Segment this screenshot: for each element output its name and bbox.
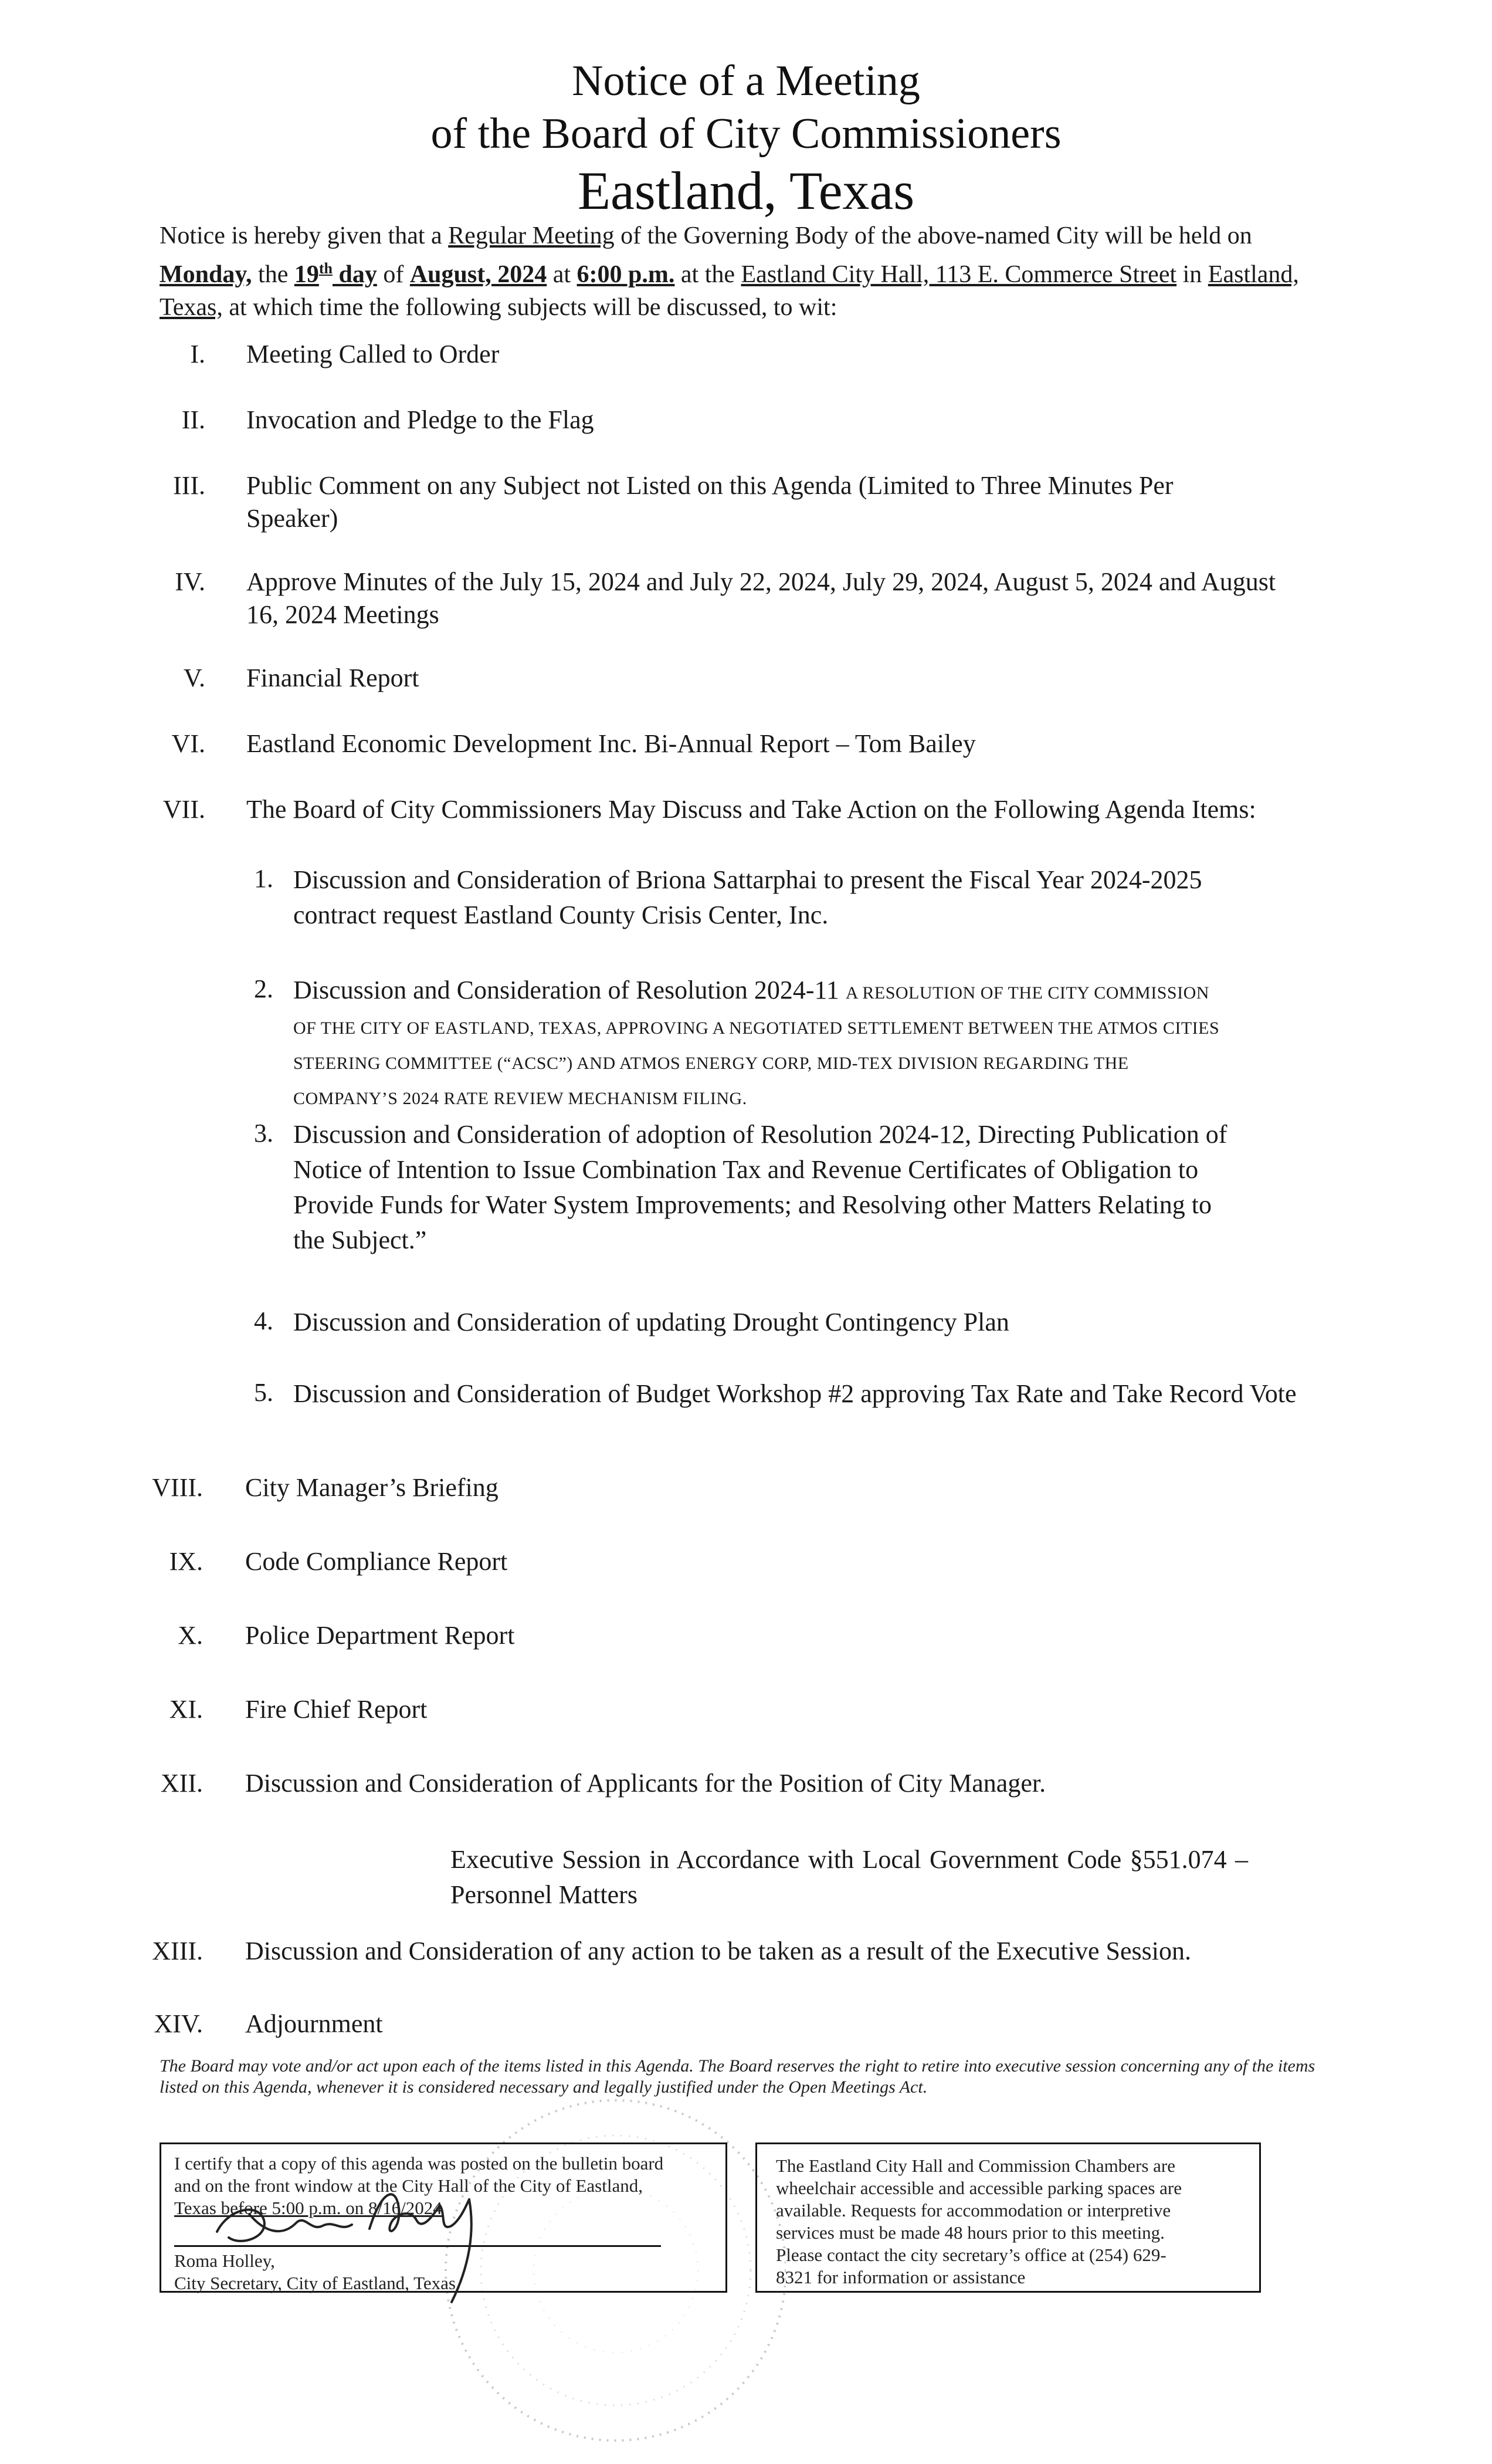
accessibility-line: wheelchair accessible and accessible parking spaces are [776, 2178, 1182, 2198]
notice-text: the [252, 261, 294, 288]
agenda-item-number: XII. [160, 1769, 203, 1798]
page-title-line-1: Notice of a Meeting [572, 57, 920, 105]
agenda-item-number: VII. [162, 795, 205, 824]
agenda-item-number: IV. [175, 567, 205, 596]
notice-text: at which time the following subjects will be discussed, to wit: [222, 294, 837, 321]
meeting-type: Regular Meeting [448, 222, 615, 249]
agenda-item-text: Eastland Economic Development Inc. Bi-Annual Report – Tom Bailey [246, 729, 976, 758]
sub-item-text: Discussion and Consideration of Budget Workshop #2 approving Tax Rate and Take Record Vote [293, 1379, 1297, 1408]
meeting-date: August, 2024 [409, 261, 547, 288]
accessibility-line: services must be made 48 hours prior to this meeting. [776, 2222, 1165, 2243]
agenda-item-number: IX. [169, 1547, 203, 1576]
notice-text: of the Governing Body of the above-named City will be held on [614, 222, 1252, 249]
notice-text: at [547, 261, 577, 288]
certification-line: I certify that a copy of this agenda was posted on the bulletin board [174, 2153, 664, 2174]
sub-item-number: 4. [254, 1307, 273, 1335]
city-secretary-name: Roma Holley, [174, 2250, 275, 2271]
sub-item-text: Discussion and Consideration of adoption of Resolution 2024-12, Directing Publication of Notice of Intention to Issue Combination Tax and Revenue Certificates of Obligation to Provide Funds for Water System Improvements; and Resolving other Matters Relating to the Subject.” [293, 1120, 1227, 1254]
sub-item-text: Discussion and Consideration of Briona Sattarphai to present the Fiscal Year 2024-2025 contract request Eastland County Crisis Center, Inc. [293, 865, 1202, 929]
resolution-caption: A RESOLUTION OF THE CITY COMMISSION OF THE CITY OF EASTLAND, TEXAS, APPROVING A NEGOTIATED SETTLEMENT BETWEEN THE ATMOS CITIES STEERING COMMITTEE (“ACSC”) AND ATMOS ENERGY CORP, MID-TEX DIVISION REGARDING THE COMPANY’S 2024 RATE REVIEW MECHANISM FILING. [293, 983, 1220, 1108]
agenda-item-text: Discussion and Consideration of Applicants for the Position of City Manager. [245, 1769, 1046, 1798]
agenda-item-text: Discussion and Consideration of any action to be taken as a result of the Executive Session. [245, 1937, 1191, 1965]
open-meetings-disclaimer: The Board may vote and/or act upon each of the items listed in this Agenda. The Board reserves the right to retire into executive session concerning any of the items listed on this Agenda, whenever it is considered necessary and legally justified under the Open Meetings Act. [160, 2056, 1315, 2097]
agenda-item-text: Adjournment [245, 2009, 383, 2038]
agenda-item-number: X. [178, 1621, 203, 1650]
agenda-item-text: Public Comment on any Subject not Listed on this Agenda (Limited to Three Minutes Per Speaker) [246, 471, 1174, 533]
sub-item-text: Discussion and Consideration of updating Drought Contingency Plan [293, 1308, 1009, 1336]
agenda-item-number: XIV. [154, 2009, 203, 2038]
meeting-day: Monday, [160, 261, 252, 288]
accessibility-line: available. Requests for accommodation or interpretive [776, 2200, 1171, 2221]
meeting-time: 6:00 p.m. [577, 261, 675, 288]
agenda-item-text: The Board of City Commissioners May Discuss and Take Action on the Following Agenda Items: [246, 795, 1256, 824]
agenda-item-text: Financial Report [246, 664, 419, 692]
agenda-item-number: I. [190, 340, 205, 368]
meeting-date-word: day [332, 261, 377, 288]
agenda-item-text: City Manager’s Briefing [245, 1473, 499, 1502]
agenda-item-number: VIII. [152, 1473, 203, 1502]
accessibility-line: The Eastland City Hall and Commission Chambers are [776, 2155, 1176, 2176]
notice-text: in [1176, 261, 1208, 288]
sub-item-2 [293, 973, 1232, 1113]
handwritten-signature [194, 2144, 522, 2314]
meeting-date-suffix: th [318, 260, 333, 277]
sub-item-number: 3. [254, 1119, 273, 1148]
certification-line: and on the front window at the City Hall of the City of Eastland, [174, 2175, 643, 2196]
notice-text: Notice is hereby given that a [160, 222, 449, 249]
sub-item-number: 5. [254, 1378, 273, 1407]
agenda-item-text: Police Department Report [245, 1621, 515, 1650]
agenda-item-text: Fire Chief Report [245, 1695, 428, 1724]
agenda-item-number: II. [181, 405, 205, 434]
meeting-city: Eastland, Texas, [160, 261, 1299, 321]
notice-text: of [377, 261, 410, 288]
certification-line: Texas before 5:00 p.m. on 8/16/2024 [174, 2198, 442, 2218]
agenda-item-number: VI. [171, 729, 205, 758]
notice-text: at the [674, 261, 741, 288]
agenda-item-number: V. [183, 664, 205, 692]
page-title-city: Eastland, Texas [577, 161, 915, 221]
accessibility-line: 8321 for information or assistance [776, 2267, 1026, 2287]
agenda-item-number: XIII. [152, 1937, 203, 1965]
agenda-item-text: Code Compliance Report [245, 1547, 508, 1576]
agenda-item-text: Approve Minutes of the July 15, 2024 and July 22, 2024, July 29, 2024, August 5, 2024 and August 16, 2024 Meetings [246, 567, 1276, 629]
executive-session-note: Executive Session in Accordance with Local Government Code §551.074 – Personnel Matters [450, 1845, 1248, 1909]
agenda-item-text: Invocation and Pledge to the Flag [246, 405, 594, 434]
sub-item-number: 2. [254, 974, 273, 1003]
meeting-notice-paragraph [160, 219, 1344, 324]
sub-item-text: Discussion and Consideration of Resolution 2024-11 [293, 976, 839, 1004]
page-title-line-2: of the Board of City Commissioners [430, 110, 1062, 158]
city-secretary-title: City Secretary, City of Eastland, Texas [174, 2273, 456, 2293]
agenda-item-text: Meeting Called to Order [246, 340, 500, 368]
sub-item-number: 1. [254, 864, 273, 893]
agenda-item-number: III. [173, 471, 205, 500]
meeting-date-day: 19 [294, 261, 319, 288]
agenda-item-number: XI. [169, 1695, 203, 1724]
accessibility-line: Please contact the city secretary’s office at (254) 629- [776, 2245, 1167, 2265]
accessibility-notice-box [755, 2143, 1261, 2293]
meeting-location: Eastland City Hall, 113 E. Commerce Street [741, 261, 1177, 288]
